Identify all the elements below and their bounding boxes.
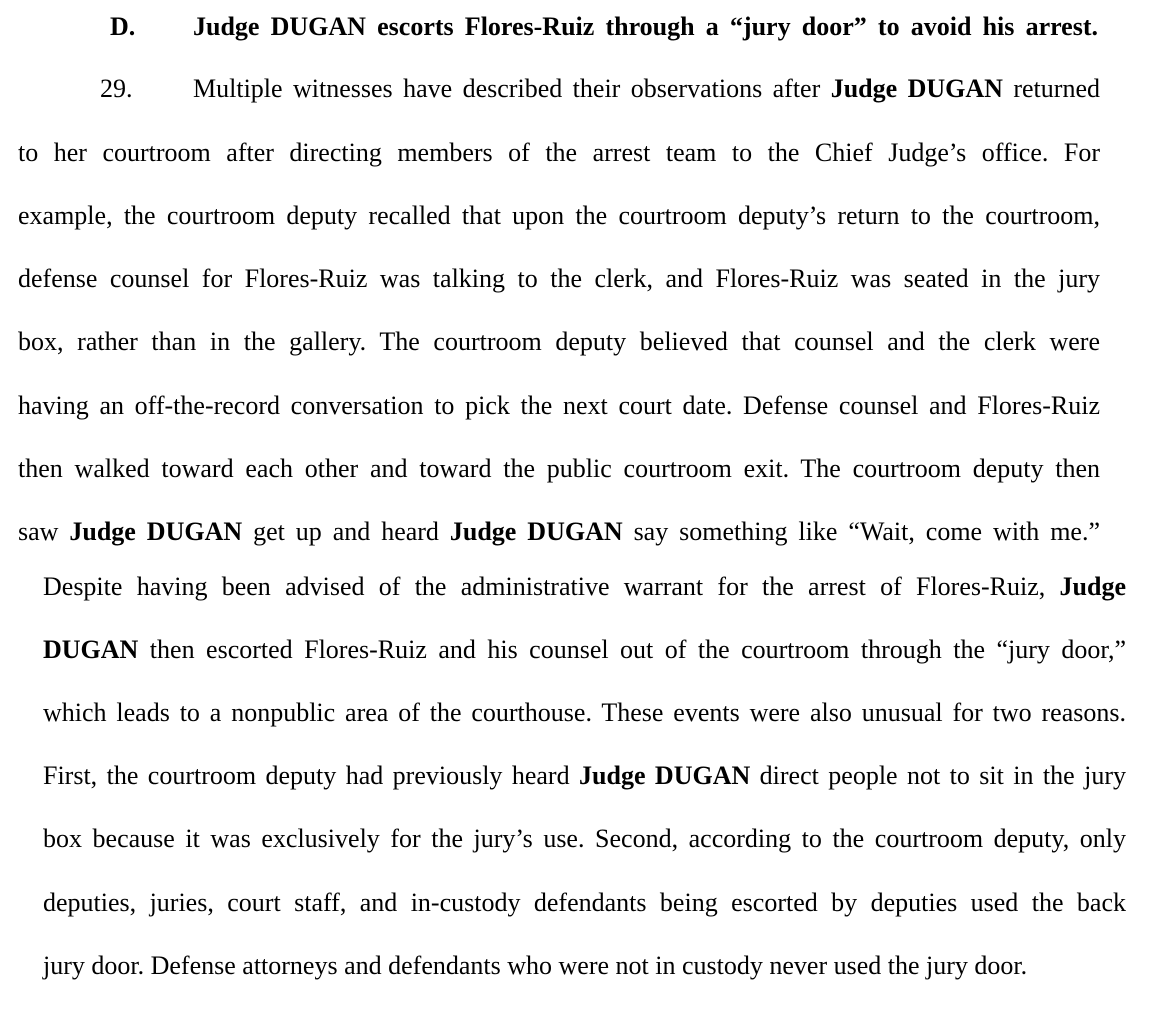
text-run: jury door. Defense attorneys and defendants who were not in custody never used the jury door. xyxy=(43,951,1028,980)
text-line xyxy=(43,951,1027,981)
text-run: example, the courtroom deputy recalled that upon the courtroom deputy’s return to the courtroom, xyxy=(18,201,1100,230)
text-run: First, the courtroom deputy had previously heard xyxy=(43,761,580,790)
section-letter: D. xyxy=(110,12,136,41)
text-line xyxy=(18,517,1100,547)
text-run: having an off-the-record conversation to pick the next court date. Defense counsel and Flores-Ruiz xyxy=(18,391,1100,420)
text-line xyxy=(18,327,1100,357)
text-run: box, rather than in the gallery. The courtroom deputy believed that counsel and the clerk were xyxy=(18,327,1100,356)
text-line xyxy=(193,74,1100,104)
text-run: which leads to a nonpublic area of the courthouse. These events were also unusual for two reasons. xyxy=(43,698,1126,727)
text-line xyxy=(18,391,1100,421)
text-run: get up and heard xyxy=(242,517,450,546)
text-run: direct people not to sit in the jury xyxy=(750,761,1127,790)
bold-name-run: Judge xyxy=(1059,572,1126,601)
text-run: returned xyxy=(1002,74,1100,103)
bold-name-run: DUGAN xyxy=(43,635,139,664)
bold-name-run: Judge DUGAN xyxy=(69,517,243,546)
text-run: then walked toward each other and toward the public courtroom exit. The courtroom deputy then xyxy=(18,454,1100,483)
text-line xyxy=(43,761,1126,791)
bold-name-run: Judge DUGAN xyxy=(830,74,1003,103)
text-run: to her courtroom after directing members of the arrest team to the Chief Judge’s office. For xyxy=(18,138,1100,167)
text-run: then escorted Flores-Ruiz and his counsel out of the courtroom through the “jury door,” xyxy=(138,635,1126,664)
text-line xyxy=(43,888,1126,918)
text-run: Despite having been advised of the administrative warrant for the arrest of Flores-Ruiz, xyxy=(43,572,1060,601)
text-line xyxy=(18,454,1100,484)
bold-name-run: Judge DUGAN xyxy=(449,517,623,546)
bold-name-run: Judge DUGAN xyxy=(579,761,751,790)
text-run: say something like “Wait, come with me.” xyxy=(622,517,1101,546)
text-run: deputies, juries, court staff, and in-custody defendants being escorted by deputies used the back xyxy=(43,888,1126,917)
text-line xyxy=(43,824,1126,854)
paragraph-number: 29. xyxy=(100,74,133,103)
text-run: box because it was exclusively for the jury’s use. Second, according to the courtroom deputy, only xyxy=(43,824,1126,853)
text-run: Multiple witnesses have described their observations after xyxy=(193,74,831,103)
text-line xyxy=(43,698,1126,728)
text-line xyxy=(43,572,1126,602)
text-line xyxy=(43,635,1126,665)
text-run: saw xyxy=(18,517,70,546)
text-line xyxy=(18,264,1100,294)
text-line xyxy=(18,201,1100,231)
section-title: Judge DUGAN escorts Flores-Ruiz through a “jury door” to avoid his arrest. xyxy=(193,12,1098,41)
text-run: defense counsel for Flores-Ruiz was talking to the clerk, and Flores-Ruiz was seated in the jury xyxy=(18,264,1100,293)
text-line xyxy=(18,138,1100,168)
